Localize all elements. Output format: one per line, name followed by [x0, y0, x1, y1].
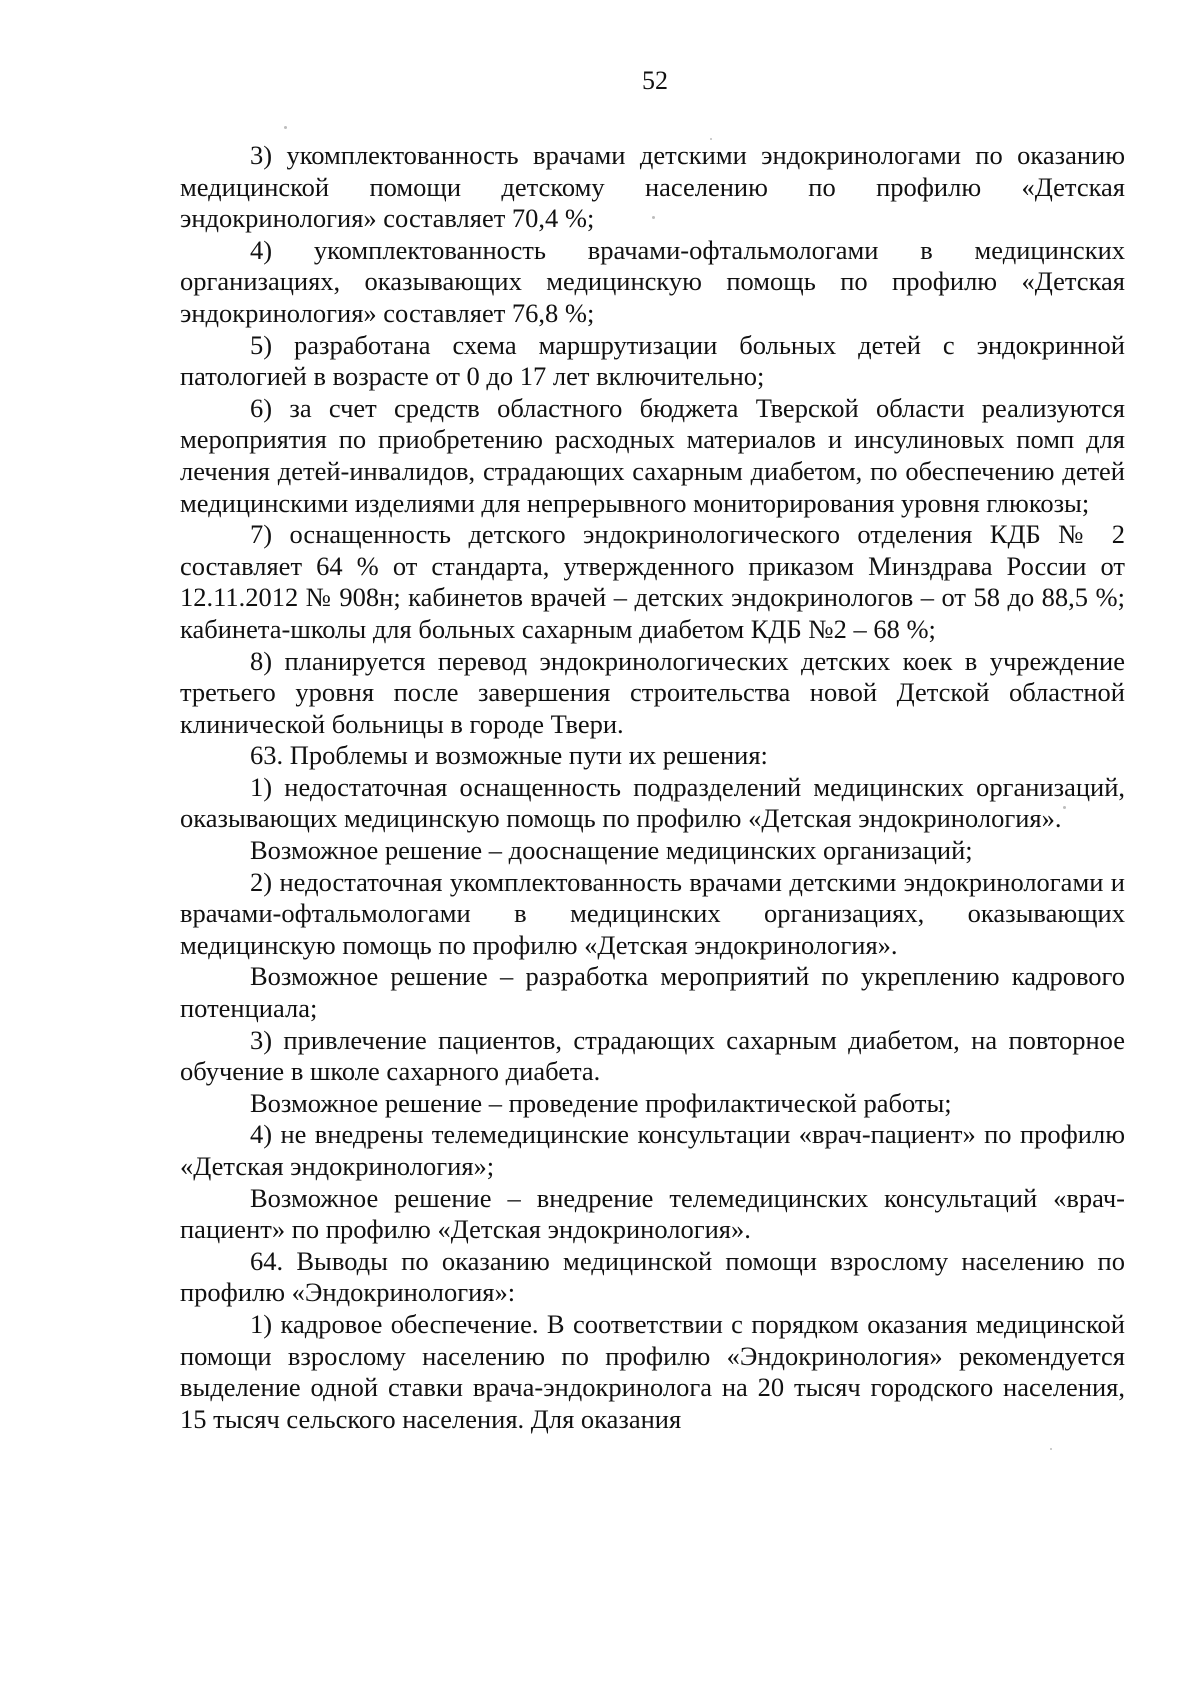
- section-heading: 64. Выводы по оказанию медицинской помощи взрослому населению по профилю «Эндокринология»:: [180, 1245, 1125, 1308]
- page-body: [180, 140, 1125, 1435]
- paragraph: 4) не внедрены телемедицинские консультации «врач-пациент» по профилю «Детская эндокринология»;: [180, 1119, 1125, 1181]
- paragraph: 2) недостаточная укомплектованность врачами детскими эндокринологами и врачами-офтальмологами в медицинских организациях, оказывающих медицинскую помощь по профилю «Детская эндокринология».: [180, 866, 1125, 960]
- paragraph: 5) разработана схема маршрутизации больных детей с эндокринной патологией в возрасте от 0 до 17 лет включительно;: [180, 329, 1125, 392]
- section-heading: 63. Проблемы и возможные пути их решения:: [250, 740, 768, 771]
- paragraph: Возможное решение – проведение профилактической работы;: [250, 1087, 952, 1118]
- paragraph: 3) укомплектованность врачами детскими эндокринологами по оказанию медицинской помощи детскому населению по профилю «Детская эндокринология» составляет 70,4 %;: [180, 140, 1125, 234]
- paragraph: Возможное решение – внедрение телемедицинских консультаций «врач-пациент» по профилю «Детская эндокринология».: [180, 1182, 1125, 1245]
- paragraph: 1) недостаточная оснащенность подразделений медицинских организаций, оказывающих медицинскую помощь по профилю «Детская эндокринология».: [180, 771, 1125, 834]
- page-number: 52: [642, 66, 668, 95]
- scan-speck: [1050, 1448, 1052, 1450]
- scan-speck: [284, 126, 287, 129]
- paragraph: 7) оснащенность детского эндокринологического отделения КДБ № 2 составляет 64 % от стандарта, утвержденного приказом Минздрава России от 12.11.2012 № 908н; кабинетов врачей – детских эндокринологов – от 58 до 88,5 %; кабинета-школы для больных сахарным диабетом КДБ №2 – 68 %;: [180, 519, 1125, 644]
- paragraph: 1) кадровое обеспечение. В соответствии с порядком оказания медицинской помощи взрослому населению по профилю «Эндокринология» рекомендуется выделение одной ставки врача-эндокринолога на 20 тысяч городского населения, 15 тысяч сельского населения. Для оказания: [180, 1308, 1125, 1434]
- paragraph: Возможное решение – дооснащение медицинских организаций;: [250, 835, 973, 866]
- paragraph: 8) планируется перевод эндокринологических детских коек в учреждение третьего уровня после завершения строительства новой Детской областной клинической больницы в городе Твери.: [180, 645, 1125, 739]
- paragraph: 6) за счет средств областного бюджета Тверской области реализуются мероприятия по приобретению расходных материалов и инсулиновых помп для лечения детей-инвалидов, страдающих сахарным диабетом, по обеспечению детей медицинскими изделиями для непрерывного мониторирования уровня глюкозы;: [180, 392, 1125, 518]
- paragraph: Возможное решение – разработка мероприятий по укреплению кадрового потенциала;: [180, 961, 1125, 1024]
- paragraph: 3) привлечение пациентов, страдающих сахарным диабетом, на повторное обучение в школе сахарного диабета.: [180, 1024, 1125, 1087]
- paragraph: 4) укомплектованность врачами-офтальмологами в медицинских организациях, оказывающих медицинскую помощь по профилю «Детская эндокринология» составляет 76,8 %;: [180, 234, 1125, 328]
